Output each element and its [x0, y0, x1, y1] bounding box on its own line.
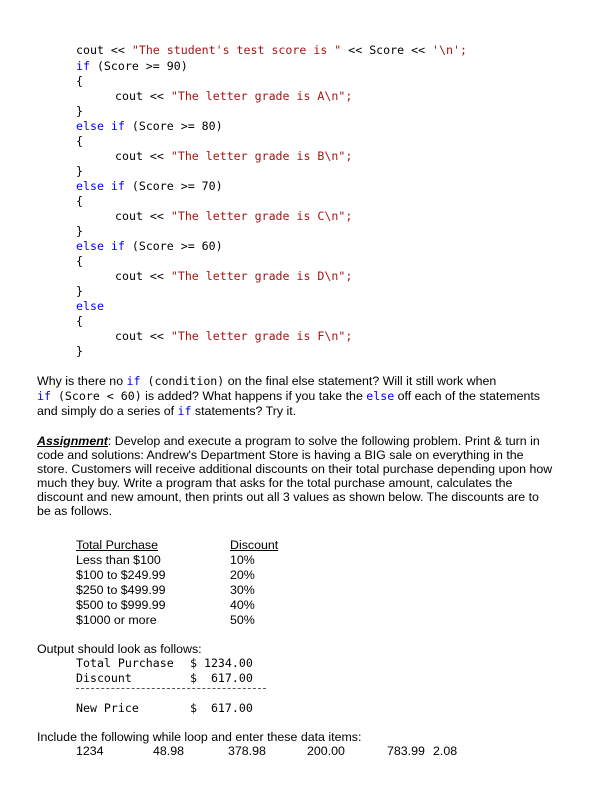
- assignment-line-6: be as follows.: [37, 504, 113, 518]
- question-paragraph: [37, 374, 582, 418]
- output-discount-value: $ 617.00: [190, 671, 253, 685]
- table-header-discount: Discount: [230, 538, 279, 552]
- code-line-else-if-60: else if (Score >= 60): [76, 239, 223, 253]
- code-line-cout-b: cout << "The letter grade is B\n";: [115, 149, 353, 163]
- assignment-line-1: Assignment: Develop and execute a program to solve the following problem. Print & turn in: [37, 434, 540, 448]
- table-cell-discount: 10%: [230, 553, 255, 567]
- table-cell-discount: 20%: [230, 568, 255, 582]
- table-cell-range: $1000 or more: [76, 613, 157, 627]
- table-header-purchase: Total Purchase: [76, 538, 158, 552]
- code-line-close-brace: }: [76, 104, 83, 118]
- code-line-open-brace: {: [76, 134, 83, 148]
- question-line-1: Why is there no if (condition) on the final else statement? Will it still work when: [37, 374, 497, 388]
- output-new-price-value: $ 617.00: [190, 701, 253, 715]
- table-cell-range: $100 to $249.99: [76, 568, 166, 582]
- code-line-else-if-70: else if (Score >= 70): [76, 179, 223, 193]
- table-cell-discount: 30%: [230, 583, 255, 597]
- code-line-cout-f: cout << "The letter grade is F\n";: [115, 329, 353, 343]
- data-item: 1234: [76, 744, 104, 758]
- table-cell-discount: 50%: [230, 613, 255, 627]
- code-line-open-brace: {: [76, 194, 83, 208]
- code-line-close-brace: }: [76, 284, 83, 298]
- code-line-else: else: [76, 299, 104, 313]
- code-line-cout-score: cout << "The student's test score is " << Score << '\n';: [76, 43, 467, 57]
- output-intro: Output should look as follows:: [37, 642, 202, 656]
- data-item: 48.98: [153, 744, 185, 758]
- table-cell-range: Less than $100: [76, 553, 161, 567]
- code-line-open-brace: {: [76, 254, 83, 268]
- assignment-line-2: code and solutions: Andrew's Department Store is having a BIG sale on everything in the: [37, 448, 524, 462]
- table-cell-range: $500 to $999.99: [76, 598, 166, 612]
- assignment-line-5: discount and new amount, then prints out all 3 values as shown below. The discounts are to: [37, 490, 539, 504]
- code-line-cout-d: cout << "The letter grade is D\n";: [115, 269, 353, 283]
- question-line-2: if (Score < 60) is added? What happens if you take the else off each of the statements: [37, 389, 540, 403]
- data-items-intro: Include the following while loop and enter these data items:: [37, 730, 362, 744]
- data-item: 783.99: [387, 744, 425, 758]
- assignment-paragraph: [37, 434, 582, 518]
- output-discount-label: Discount: [76, 671, 132, 685]
- assignment-label: Assignment: [37, 434, 108, 448]
- code-line-open-brace: {: [76, 314, 83, 328]
- table-cell-discount: 40%: [230, 598, 255, 612]
- code-line-else-if-80: else if (Score >= 80): [76, 119, 223, 133]
- output-total-value: $ 1234.00: [190, 656, 253, 670]
- output-new-price-label: New Price: [76, 701, 139, 715]
- code-line-close-brace: }: [76, 344, 83, 358]
- output-total-label: Total Purchase: [76, 656, 174, 670]
- question-line-3: and simply do a series of if statements? Try it.: [37, 404, 297, 418]
- output-divider: [76, 688, 266, 689]
- data-item: 378.98: [228, 744, 266, 758]
- code-line-open-brace: {: [76, 74, 83, 88]
- assignment-line-4: much they buy. Write a program that asks for the total purchase amount, calculates the: [37, 476, 513, 490]
- data-item: 200.00: [307, 744, 345, 758]
- assignment-line-3: store. Customers will receive additional discounts on their total purchase depending upon how: [37, 462, 553, 476]
- code-line-cout-a: cout << "The letter grade is A\n";: [115, 89, 353, 103]
- data-item: 2.08: [433, 744, 458, 758]
- code-line-close-brace: }: [76, 224, 83, 238]
- code-line-close-brace: }: [76, 164, 83, 178]
- code-line-if-90: if (Score >= 90): [76, 59, 188, 73]
- table-cell-range: $250 to $499.99: [76, 583, 166, 597]
- code-line-cout-c: cout << "The letter grade is C\n";: [115, 209, 353, 223]
